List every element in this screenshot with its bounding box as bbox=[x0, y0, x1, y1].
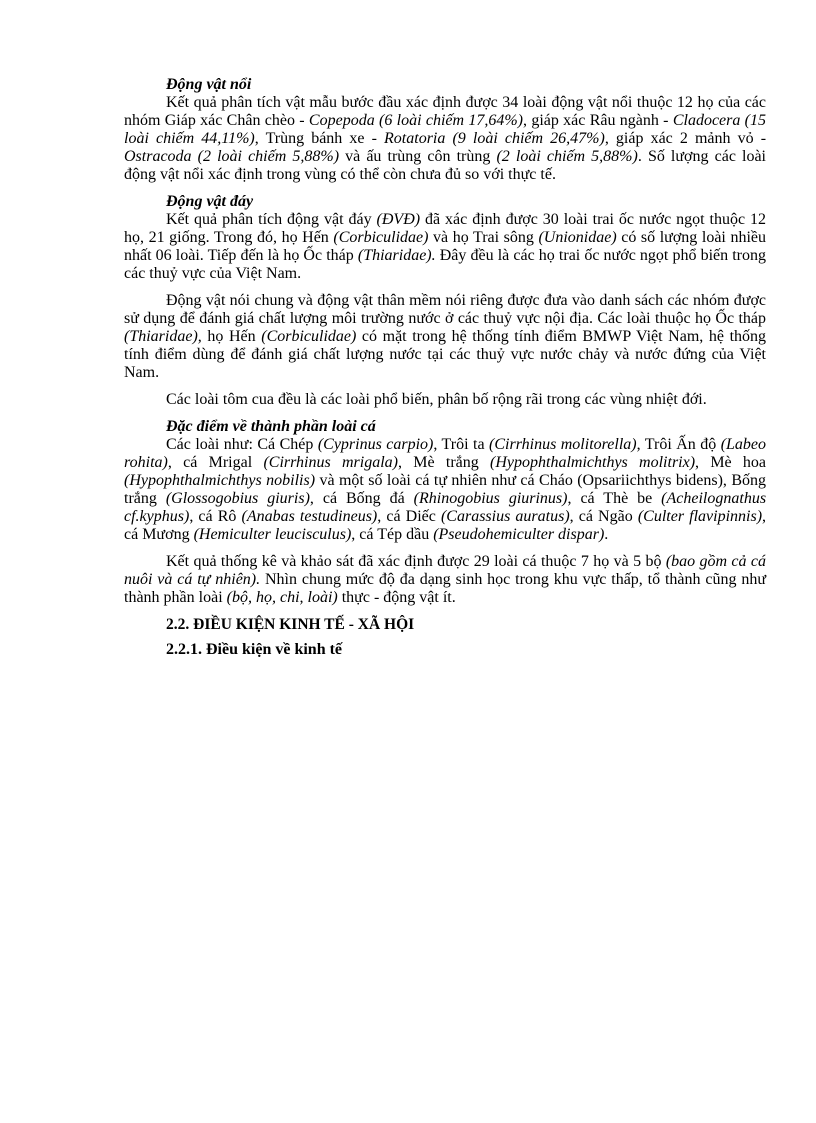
italic-run: (Hemiculter leucisculus) bbox=[193, 526, 352, 543]
paragraph-dong-vat-day-3 bbox=[124, 391, 766, 409]
italic-run: Copepoda (6 loài chiếm 17,64%) bbox=[308, 112, 524, 129]
paragraph-loai-ca-2 bbox=[124, 553, 766, 607]
italic-run: (Corbiculidae) bbox=[333, 229, 429, 246]
italic-run: (Glossogobius giuris) bbox=[165, 490, 310, 507]
paragraph-dong-vat-day-1 bbox=[124, 211, 766, 283]
text-run: Động vật nói chung và động vật thân mềm nói riêng được đưa vào danh sách các nhóm được sử dụng để đánh giá chất lượng môi trường nước ở các thuỷ vực nội địa. Các loài thuộc họ Ốc tháp bbox=[124, 292, 766, 327]
italic-run: (Cirrhinus mrigala) bbox=[263, 454, 398, 471]
text-run: , cá Diếc bbox=[377, 508, 441, 525]
heading-dong-vat-day: Động vật đáy bbox=[166, 193, 254, 210]
text-run: họ Hến bbox=[201, 328, 262, 345]
text-run: , Mè hoa bbox=[695, 454, 767, 471]
italic-run: (Hypophthalmichthys molitrix) bbox=[490, 454, 696, 471]
italic-run: (ĐVĐ) bbox=[376, 211, 421, 228]
italic-run: (Thiaridae). bbox=[357, 247, 436, 264]
text-run: , Trôi ta bbox=[433, 436, 490, 453]
text-run: Kết quả phân tích động vật đáy bbox=[166, 211, 377, 228]
text-run: , giáp xác Râu ngành - bbox=[523, 112, 673, 129]
italic-run: (Carassius auratus) bbox=[440, 508, 570, 525]
text-run: Đây đều là các họ trai ốc nước ngọt phổ biến trong các thuỷ vực của Việt Nam. bbox=[124, 247, 767, 282]
text-run: Các loài tôm cua đều là các loài phổ biến, phân bố rộng rãi trong các vùng nhiệt đới. bbox=[166, 391, 707, 408]
text-run: , cá Rô bbox=[189, 508, 242, 525]
italic-run: (Corbiculidae) bbox=[261, 328, 357, 345]
text-run: đã xác định được 30 loài trai ốc nước ngọt thuộc 12 họ, 21 giống. Trong đó, họ Hến bbox=[124, 211, 766, 246]
italic-run: (bộ, họ, chi, loài) bbox=[226, 589, 338, 606]
text-run: , cá Mương bbox=[124, 508, 767, 543]
section-heading-2-2: 2.2. ĐIỀU KIỆN KINH TẾ - XÃ HỘI bbox=[166, 616, 415, 633]
heading-dong-vat-noi: Động vật nổi bbox=[166, 76, 252, 93]
text-run: , cá Tép dầu bbox=[351, 526, 434, 543]
italic-run: (bao gồm cả cá nuôi và cá tự nhiên). bbox=[124, 553, 766, 588]
text-run: Các loài như: Cá Chép bbox=[166, 436, 318, 453]
paragraph-loai-ca-1 bbox=[124, 436, 766, 544]
italic-run: (Thiaridae), bbox=[124, 328, 202, 345]
italic-run: (Pseudohemiculter dispar) bbox=[433, 526, 605, 543]
text-run: . bbox=[604, 526, 609, 543]
italic-run: (Labeo rohita) bbox=[124, 436, 767, 471]
text-run: , Trùng bánh xe - bbox=[254, 130, 385, 147]
italic-run: Rotatoria (9 loài chiếm 26,47%) bbox=[384, 130, 605, 147]
italic-run: Cladocera (15 loài chiếm 44,11%) bbox=[124, 112, 767, 147]
text-run: và ấu trùng côn trùng bbox=[339, 148, 497, 165]
text-run: , cá Mrigal bbox=[167, 454, 264, 471]
text-run: , Mè trắng bbox=[398, 454, 491, 471]
italic-run: (2 loài chiếm 5,88%) bbox=[496, 148, 638, 165]
italic-run: (Cirrhinus molitorella) bbox=[489, 436, 637, 453]
text-run: . Số lượng các loài động vật nổi xác định trong vùng có thể còn chưa đủ so với thực tế. bbox=[124, 148, 767, 183]
heading-loai-ca: Đặc điểm về thành phần loài cá bbox=[166, 418, 376, 435]
italic-run: (Acheilognathus cf.kyphus) bbox=[124, 490, 767, 525]
text-run: , Trôi Ấn độ bbox=[636, 436, 721, 453]
italic-run: Ostracoda (2 loài chiếm 5,88%) bbox=[124, 148, 340, 165]
text-run: Kết quả thống kê và khảo sát đã xác định được 29 loài cá thuộc 7 họ và 5 bộ bbox=[166, 553, 666, 570]
text-run: , cá Bống đá bbox=[309, 490, 414, 507]
text-run: , giáp xác 2 mảnh vỏ - bbox=[604, 130, 767, 147]
italic-run: (Culter flavipinnis) bbox=[637, 508, 763, 525]
text-run: và một số loài cá tự nhiên như cá Cháo (Opsariichthys bidens), Bống trắng bbox=[124, 472, 767, 507]
text-run: thực - động vật ít. bbox=[337, 589, 456, 606]
italic-run: (Rhinogobius giurinus) bbox=[413, 490, 568, 507]
document-body bbox=[124, 76, 766, 659]
text-run: , cá Ngão bbox=[569, 508, 638, 525]
paragraph-dong-vat-noi bbox=[124, 94, 766, 184]
italic-run: (Anabas testudineus) bbox=[241, 508, 378, 525]
text-run: có số lượng loài nhiều nhất 06 loài. Tiếp đến là họ Ốc tháp bbox=[124, 229, 766, 264]
italic-run: (Unionidae) bbox=[538, 229, 617, 246]
text-run: có mặt trong hệ thống tính điểm BMWP Việt Nam, hệ thống tính điểm dùng để đánh giá chất lượng nước tại các thuỷ vực nước chảy và nước đứng của Việt Nam. bbox=[124, 328, 767, 381]
text-run: Nhìn chung mức độ đa dạng sinh học trong khu vực thấp, tổ thành cũng như thành phần loài bbox=[124, 571, 766, 606]
italic-run: (Hypophthalmichthys nobilis) bbox=[124, 472, 316, 489]
text-run: và họ Trai sông bbox=[428, 229, 539, 246]
text-run: , cá Thè be bbox=[567, 490, 662, 507]
italic-run: (Cyprinus carpio) bbox=[317, 436, 434, 453]
paragraph-dong-vat-day-2 bbox=[124, 292, 766, 382]
text-run: Kết quả phân tích vật mẫu bước đầu xác định được 34 loài động vật nổi thuộc 12 họ của các nhóm Giáp xác Chân chèo - bbox=[124, 94, 766, 129]
subsection-heading-2-2-1: 2.2.1. Điều kiện về kinh tế bbox=[166, 641, 343, 658]
